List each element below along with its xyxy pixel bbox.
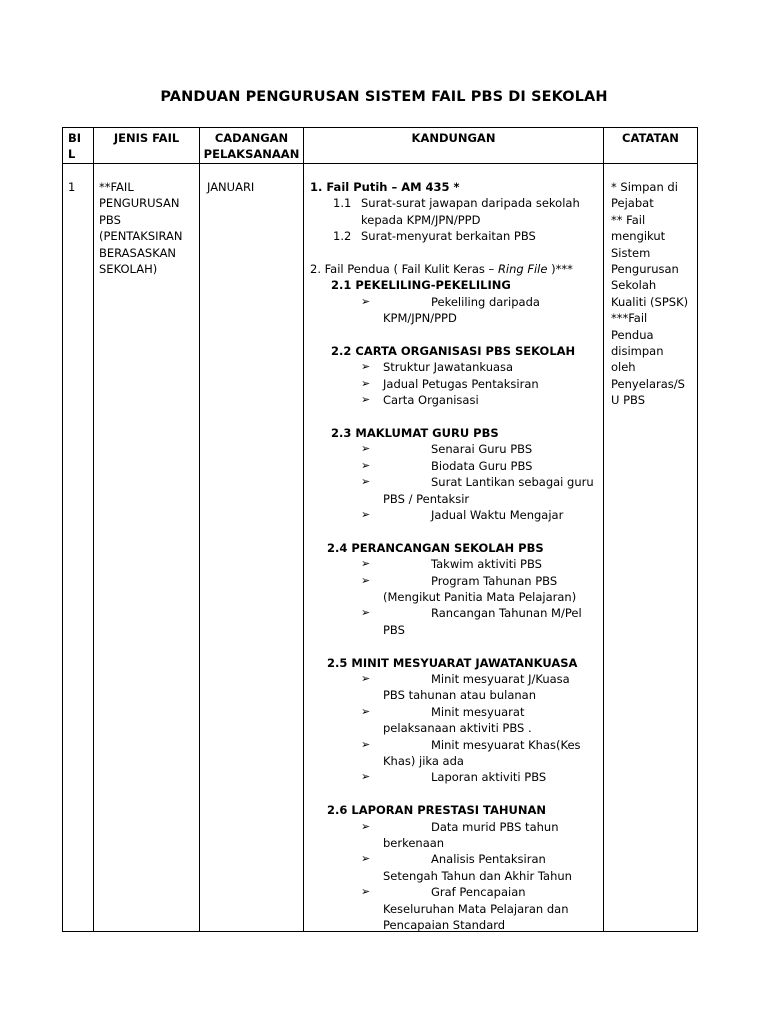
list-item: Surat Lantikan sebagai guru — [431, 475, 594, 490]
header-jenis-fail: JENIS FAIL — [113, 131, 180, 145]
catatan-line: Pengurusan — [611, 262, 679, 276]
bullet-arrow-icon: ➢ — [361, 885, 371, 899]
section-2-1-title: 2.1 PEKELILING-PEKELILING — [331, 278, 511, 293]
list-item: Carta Organisasi — [383, 393, 479, 408]
catatan-line: Kualiti (SPSK) — [611, 294, 689, 309]
bullet-arrow-icon: ➢ — [361, 573, 371, 587]
catatan-line: Sekolah — [611, 278, 657, 293]
header-cadangan-1: CADANGAN — [214, 131, 289, 145]
list-item: berkenaan — [383, 836, 445, 850]
section-2-title-italic: Ring File — [497, 262, 548, 276]
section-2-title-pre: 2. Fail Pendua ( Fail Kulit Keras – — [310, 262, 498, 276]
list-item: KPM/JPN/PPD — [383, 311, 457, 326]
bullet-arrow-icon: ➢ — [361, 458, 371, 472]
bullet-arrow-icon: ➢ — [361, 557, 371, 571]
bullet-arrow-icon: ➢ — [361, 508, 371, 521]
list-item: Analisis Pentaksiran — [431, 852, 546, 867]
bullet-arrow-icon: ➢ — [361, 442, 371, 456]
section-2-title-post: )*** — [547, 262, 573, 276]
list-item: Data murid PBS tahun — [431, 819, 559, 834]
bullet-arrow-icon: ➢ — [361, 393, 371, 407]
catatan-line: disimpan — [611, 344, 664, 358]
bullet-arrow-icon: ➢ — [361, 737, 371, 751]
header-catatan: CATATAN — [622, 131, 679, 145]
list-item: Graf Pencapaian — [431, 885, 526, 900]
catatan-line: U PBS — [611, 393, 645, 408]
jenis-line: PENGURUSAN — [99, 196, 180, 211]
jenis-line: BERASASKAN — [99, 245, 177, 260]
list-item: Struktur Jawatankuasa — [383, 360, 514, 375]
list-item: Biodata Guru PBS — [431, 458, 533, 473]
section-1-1-text: Surat-surat jawapan daripada sekolah — [361, 196, 580, 211]
bullet-arrow-icon: ➢ — [361, 376, 371, 390]
list-item: Jadual Petugas Pentaksiran — [383, 376, 539, 391]
row-cadangan: JANUARI — [207, 180, 255, 194]
catatan-line: Pejabat — [611, 196, 654, 211]
catatan-line: mengikut — [611, 229, 666, 244]
section-1-2-number: 1.2 — [333, 229, 352, 244]
list-item: pelaksanaan aktiviti PBS . — [383, 721, 532, 736]
list-item: Keseluruhan Mata Pelajaran dan — [383, 901, 569, 916]
list-item: Pencapaian Standard — [383, 918, 506, 932]
bullet-arrow-icon: ➢ — [361, 819, 371, 833]
jenis-line: (PENTAKSIRAN — [99, 229, 183, 244]
catatan-line: * Simpan di — [611, 180, 678, 194]
bullet-arrow-icon: ➢ — [361, 606, 371, 620]
section-2-4-title: 2.4 PERANCANGAN SEKOLAH PBS — [327, 540, 544, 555]
section-2-2-title: 2.2 CARTA ORGANISASI PBS SEKOLAH — [331, 344, 576, 358]
bullet-arrow-icon: ➢ — [361, 360, 371, 374]
catatan-line: ** Fail — [611, 212, 646, 227]
section-2-6-title: 2.6 LAPORAN PRESTASI TAHUNAN — [327, 803, 546, 818]
section-1-title: 1. Fail Putih – AM 435 * — [310, 180, 460, 194]
list-item: Takwim aktiviti PBS — [431, 557, 542, 572]
jenis-line: **FAIL — [99, 180, 134, 194]
section-1-1-text: kepada KPM/JPN/PPD — [361, 212, 481, 227]
list-item: Program Tahunan PBS — [431, 573, 558, 588]
list-item: Laporan aktiviti PBS — [431, 770, 547, 785]
catatan-line: ***Fail — [611, 311, 648, 326]
list-item: (Mengikut Panitia Mata Pelajaran) — [383, 590, 577, 604]
list-item: Minit mesyuarat J/Kuasa — [431, 672, 570, 686]
bullet-arrow-icon: ➢ — [361, 852, 371, 866]
bullet-arrow-icon: ➢ — [361, 475, 371, 489]
header-cadangan-2: PELAKSANAAN — [203, 147, 300, 161]
catatan-line: Pendua — [611, 327, 654, 342]
header-kandungan: KANDUNGAN — [411, 131, 496, 145]
bullet-arrow-icon: ➢ — [361, 294, 371, 308]
list-item: Minit mesyuarat — [431, 704, 525, 719]
list-item: Rancangan Tahunan M/Pel — [431, 606, 582, 621]
section-1-2-text: Surat-menyurat berkaitan PBS — [361, 229, 536, 244]
header-bil-2: L — [68, 147, 76, 161]
catatan-line: oleh — [611, 360, 636, 375]
header-bil-1: BI — [68, 131, 82, 145]
list-item: Senarai Guru PBS — [431, 442, 533, 457]
list-item: Minit mesyuarat Khas(Kes — [431, 737, 581, 752]
list-item: PBS / Pentaksir — [383, 491, 470, 506]
section-2-title — [310, 261, 573, 277]
section-2-3-title: 2.3 MAKLUMAT GURU PBS — [331, 426, 499, 440]
list-item: PBS tahunan atau bulanan — [383, 688, 536, 703]
section-1-1-number: 1.1 — [333, 196, 352, 211]
row-bil: 1 — [68, 180, 76, 194]
list-item: Jadual Waktu Mengajar — [431, 508, 564, 522]
page-title: PANDUAN PENGURUSAN SISTEM FAIL PBS DI SEKOLAH — [160, 89, 608, 105]
bullet-arrow-icon: ➢ — [361, 672, 371, 685]
catatan-line: Sistem — [611, 245, 651, 260]
section-2-5-title: 2.5 MINIT MESYUARAT JAWATANKUASA — [327, 655, 578, 670]
jenis-line: SEKOLAH) — [99, 262, 158, 276]
bullet-arrow-icon: ➢ — [361, 704, 371, 718]
jenis-line: PBS — [99, 212, 121, 227]
bullet-arrow-icon: ➢ — [361, 770, 371, 784]
catatan-line: Penyelaras/S — [611, 376, 685, 391]
list-item: Khas) jika ada — [383, 754, 464, 768]
list-item: Setengah Tahun dan Akhir Tahun — [383, 868, 572, 883]
list-item: PBS — [383, 622, 405, 637]
list-item: Pekeliling daripada — [431, 294, 540, 309]
